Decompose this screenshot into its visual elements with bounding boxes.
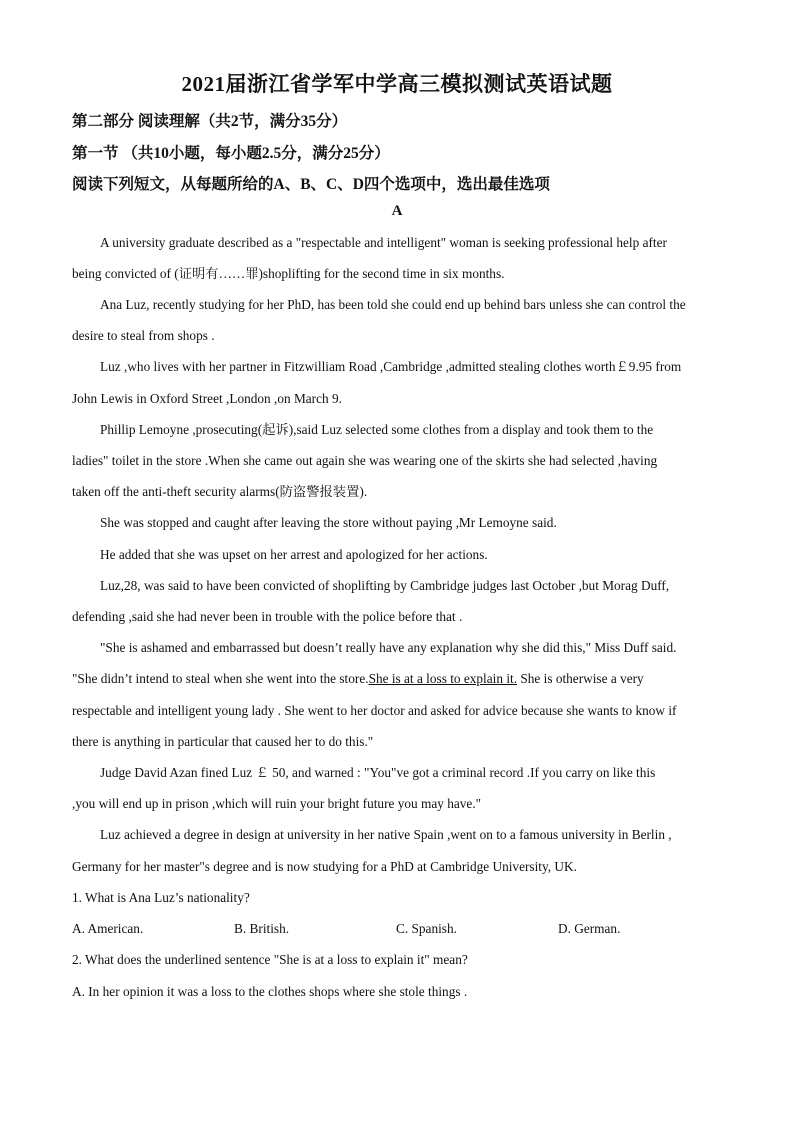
passage-line: ladies" toilet in the store .When she came out again she was wearing one of the skirts she had selected ,having bbox=[72, 453, 658, 468]
exam-title: 2021届浙江省学军中学高三模拟测试英语试题 bbox=[181, 72, 613, 96]
quote-end: She is otherwise a very bbox=[517, 671, 644, 686]
passage-line: Phillip Lemoyne ,prosecuting(起诉),said Luz selected some clothes from a display and took them to the bbox=[100, 422, 654, 437]
instructions: 阅读下列短文，从每题所给的A、B、C、D四个选项中，选出最佳选项 bbox=[72, 176, 550, 193]
quote-start: "She didn’t intend to steal when she went into the store. bbox=[72, 671, 369, 686]
passage-line: Luz achieved a degree in design at university in her native Spain ,went on to a famous university in Berlin , bbox=[100, 827, 672, 842]
passage-line: Ana Luz, recently studying for her PhD, has been told she could end up behind bars unless she can control the bbox=[100, 297, 686, 312]
option-a: A. In her opinion it was a loss to the clothes shops where she stole things . bbox=[72, 984, 468, 999]
passage-line: defending ,said she had never been in trouble with the police before that . bbox=[72, 609, 463, 624]
passage-line: desire to steal from shops . bbox=[72, 328, 215, 343]
passage-line: She was stopped and caught after leaving the store without paying ,Mr Lemoyne said. bbox=[100, 515, 557, 530]
option-b: B. British. bbox=[234, 921, 290, 936]
passage-line: Judge David Azan fined Luz ￡ 50, and warned : "You"ve got a criminal record .If you carry on like this bbox=[100, 765, 656, 780]
part-heading: 第二部分 阅读理解（共2节，满分35分） bbox=[72, 113, 348, 130]
passage-line bbox=[72, 670, 644, 688]
passage-line: being convicted of (证明有……罪)shoplifting for the second time in six months. bbox=[72, 266, 505, 281]
section-heading: 第一节 （共10小题，每小题2.5分，满分25分） bbox=[72, 145, 390, 162]
underlined-sentence: She is at a loss to explain it. bbox=[368, 671, 518, 686]
question-stem: 1. What is Ana Luz’s nationality? bbox=[72, 890, 250, 905]
passage-line: A university graduate described as a "respectable and intelligent" woman is seeking professional help after bbox=[100, 235, 667, 250]
passage-line: John Lewis in Oxford Street ,London ,on March 9. bbox=[72, 391, 342, 406]
passage-line: Luz,28, was said to have been convicted of shoplifting by Cambridge judges last October ,but Morag Duff, bbox=[100, 578, 670, 593]
option-c: C. Spanish. bbox=[396, 921, 457, 936]
passage-line: Germany for her master"s degree and is now studying for a PhD at Cambridge University, UK. bbox=[72, 859, 577, 874]
passage-line: Luz ,who lives with her partner in Fitzwilliam Road ,Cambridge ,admitted stealing clothes worth￡9.95 from bbox=[100, 359, 682, 374]
passage-line: ,you will end up in prison ,which will ruin your bright future you may have." bbox=[72, 796, 482, 811]
question-stem: 2. What does the underlined sentence "She is at a loss to explain it" mean? bbox=[72, 952, 468, 967]
passage-label: A bbox=[391, 203, 403, 219]
option-d: D. German. bbox=[558, 921, 621, 936]
passage-line: respectable and intelligent young lady . She went to her doctor and asked for advice because she wants to know if bbox=[72, 703, 677, 718]
option-a: A. American. bbox=[72, 921, 144, 936]
passage-line: He added that she was upset on her arrest and apologized for her actions. bbox=[100, 547, 488, 562]
passage-line: there is anything in particular that caused her to do this." bbox=[72, 734, 374, 749]
passage-line: "She is ashamed and embarrassed but doesn’t really have any explanation why she did this," Miss Duff said. bbox=[100, 640, 677, 655]
passage-line: taken off the anti-theft security alarms(防盗警报装置). bbox=[72, 484, 368, 499]
